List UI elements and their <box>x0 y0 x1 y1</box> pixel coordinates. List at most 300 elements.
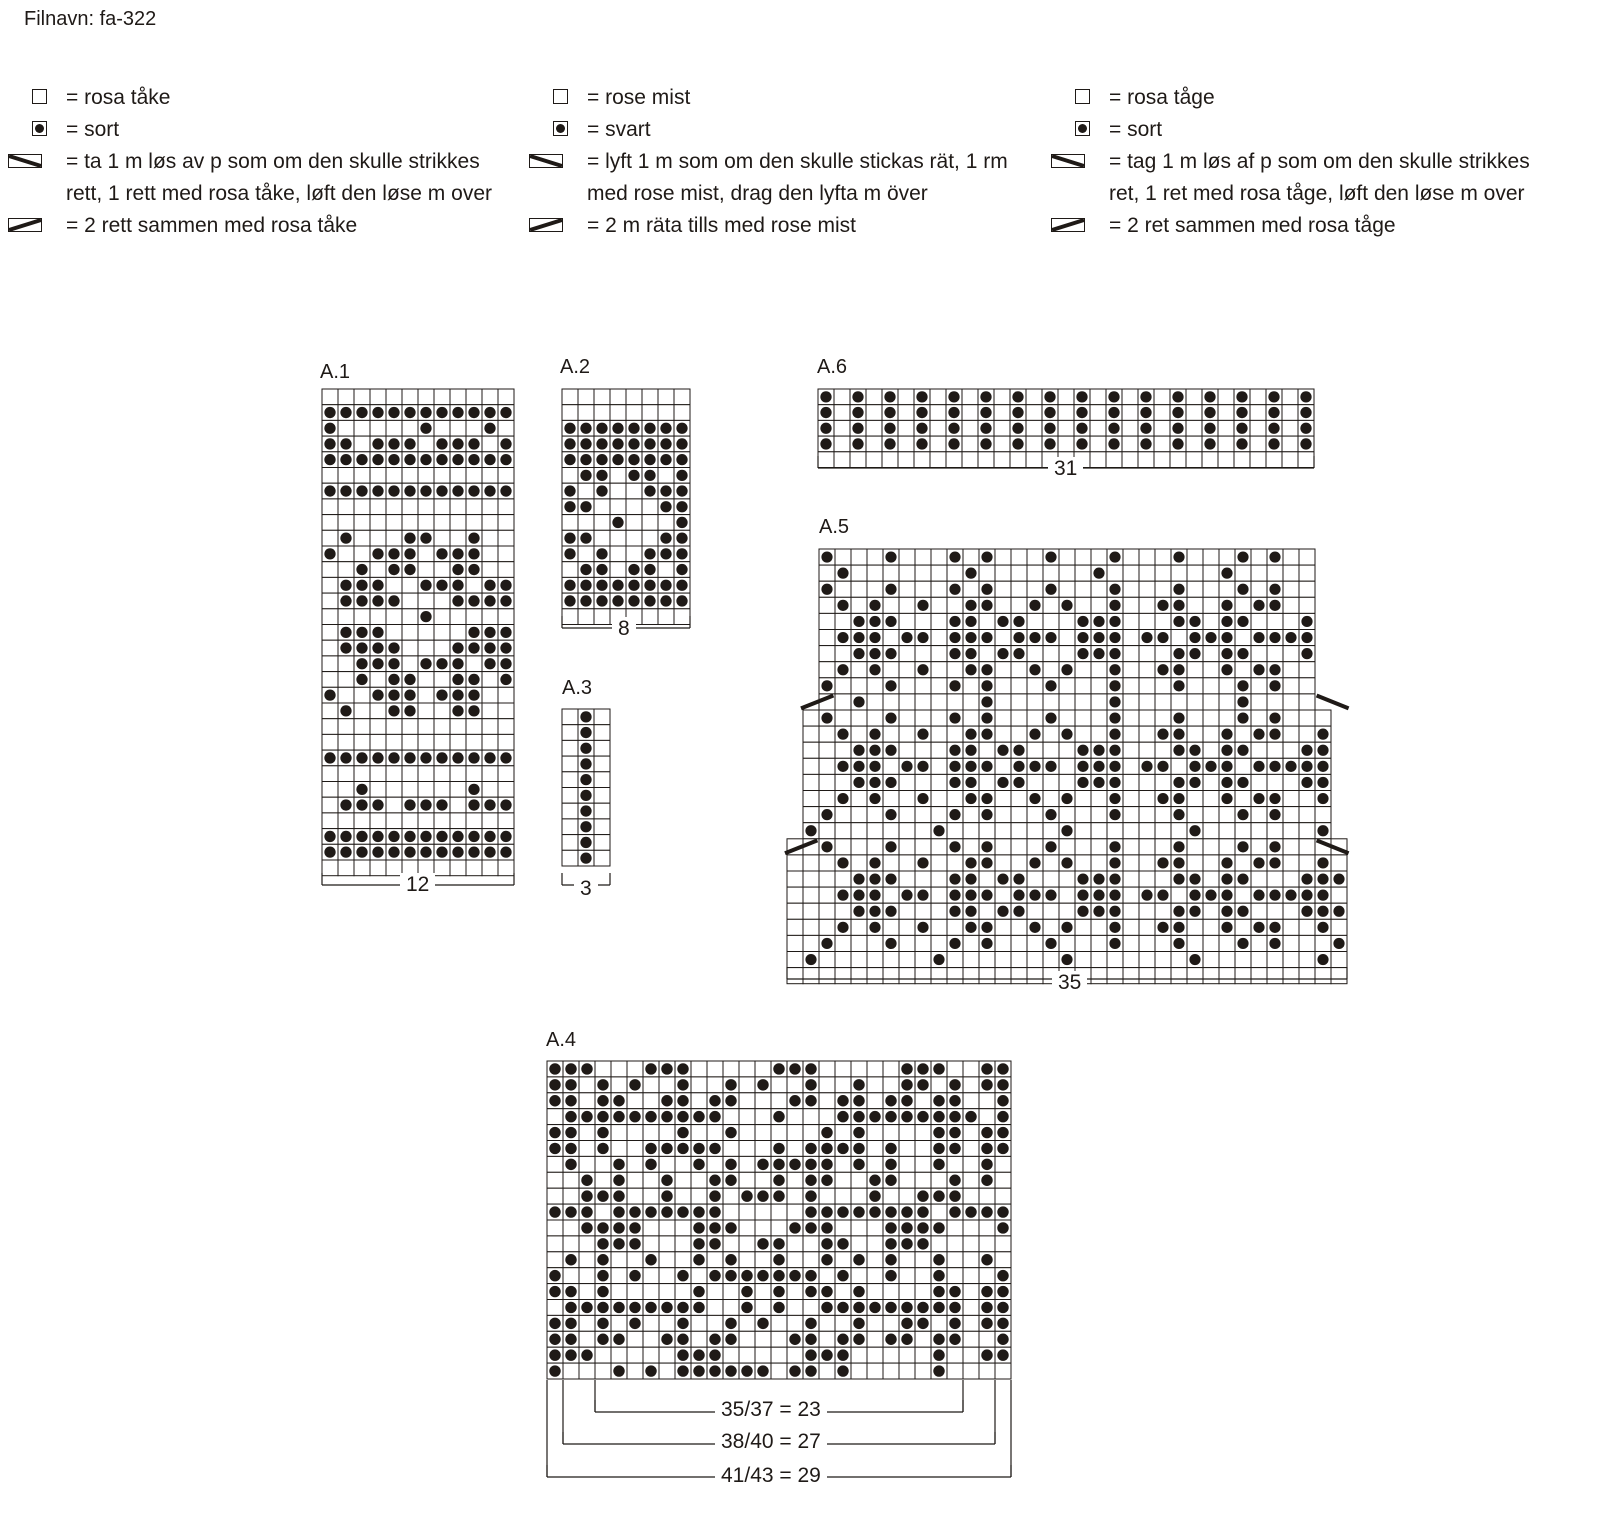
chart-cell <box>819 952 835 968</box>
chart-cell <box>1155 935 1171 951</box>
stitch-dot <box>340 799 351 810</box>
stitch-dot <box>677 1302 688 1313</box>
stitch-dot <box>565 1334 576 1345</box>
chart-cell <box>1058 389 1074 405</box>
chart-cell <box>1283 919 1299 935</box>
stitch-dot <box>837 761 848 772</box>
chart-cell <box>1187 694 1203 710</box>
stitch-dot <box>1269 729 1280 740</box>
chart-cell <box>658 389 674 405</box>
stitch-dot <box>324 438 335 449</box>
chart-cell <box>386 625 402 641</box>
chart-cell <box>931 968 947 984</box>
chart-cell <box>1139 903 1155 919</box>
chart-cell <box>1139 791 1155 807</box>
stitch-dot <box>468 564 479 575</box>
chart-cell <box>867 1363 883 1379</box>
stitch-dot <box>1269 809 1280 820</box>
chart-cell <box>1091 839 1107 855</box>
stitch-dot <box>468 548 479 559</box>
chart-cell <box>1315 935 1331 951</box>
stitch-dot <box>645 1143 656 1154</box>
stitch-dot <box>597 1318 608 1329</box>
chart-cell <box>1218 389 1234 405</box>
chart-cell <box>627 1188 643 1204</box>
chart-cell <box>1299 935 1315 951</box>
chart-cell <box>450 609 466 625</box>
stitch-dot <box>1093 890 1104 901</box>
chart-cell <box>434 530 450 546</box>
stitch-dot <box>484 658 495 669</box>
chart-cell <box>899 1156 915 1172</box>
chart-cell <box>819 646 835 662</box>
stitch-dot <box>629 1318 640 1329</box>
chart-cell <box>771 1363 787 1379</box>
chart-cell <box>867 823 883 839</box>
chart-cell <box>883 952 899 968</box>
chart-cell <box>979 871 995 887</box>
stitch-dot <box>869 857 880 868</box>
chart-cell <box>835 935 851 951</box>
stitch-dot <box>757 1318 768 1329</box>
stitch-dot <box>1269 551 1280 562</box>
chart-cell <box>1251 678 1267 694</box>
chart-cell <box>1123 581 1139 597</box>
chart-cell <box>1154 405 1170 421</box>
chart-cell <box>642 499 658 515</box>
chart-cell <box>963 694 979 710</box>
chart-cell <box>659 1268 675 1284</box>
chart-cell <box>1075 855 1091 871</box>
stitch-dot <box>500 438 511 449</box>
stitch-dot <box>837 793 848 804</box>
stitch-dot <box>629 1270 640 1281</box>
stitch-dot <box>677 1095 688 1106</box>
stitch-dot <box>676 580 687 591</box>
chart-cell <box>995 919 1011 935</box>
stitch-dot <box>837 1206 848 1217</box>
stitch-dot <box>500 831 511 842</box>
stitch-dot <box>1268 407 1279 418</box>
chart-cell <box>354 389 370 405</box>
stitch-dot <box>901 761 912 772</box>
chart-cell <box>1203 839 1219 855</box>
stitch-dot <box>693 1365 704 1376</box>
stitch-dot <box>677 1063 688 1074</box>
chart-cell <box>1027 871 1043 887</box>
stitch-dot <box>676 595 687 606</box>
chart-cell <box>947 823 963 839</box>
chart-cell <box>1251 823 1267 839</box>
chart-cell <box>899 1188 915 1204</box>
chart-cell <box>1234 452 1250 468</box>
stitch-dot <box>773 1302 784 1313</box>
chart-cell <box>931 935 947 951</box>
chart-cell <box>866 405 882 421</box>
chart-cell <box>434 734 450 750</box>
chart-cell <box>610 483 626 499</box>
chart-cell <box>675 1172 691 1188</box>
stitch-dot <box>500 485 511 496</box>
chart-cell <box>787 887 803 903</box>
chart-cell <box>707 1284 723 1300</box>
stitch-dot <box>1189 906 1200 917</box>
stitch-dot <box>565 1318 576 1329</box>
stitch-dot <box>997 1095 1008 1106</box>
chart-cell <box>402 782 418 798</box>
chart-cell <box>1251 549 1267 565</box>
stitch-dot <box>324 752 335 763</box>
chart-cell <box>739 1125 755 1141</box>
stitch-dot <box>757 1270 768 1281</box>
stitch-dot <box>949 551 960 562</box>
stitch-dot <box>1253 793 1264 804</box>
stitch-dot <box>981 1318 992 1329</box>
chart-cell <box>1059 871 1075 887</box>
stitch-dot <box>468 799 479 810</box>
chart-cell <box>787 1284 803 1300</box>
chart-cell <box>1171 823 1187 839</box>
chart-cell <box>338 719 354 735</box>
chart-cell <box>1139 613 1155 629</box>
stitch-dot <box>693 1143 704 1154</box>
chart-cell <box>1203 565 1219 581</box>
chart-cell <box>370 734 386 750</box>
stitch-dot <box>869 761 880 772</box>
chart-cell <box>610 499 626 515</box>
chart-cell <box>819 871 835 887</box>
chart-cell <box>835 903 851 919</box>
chart-cell <box>1091 662 1107 678</box>
chart-cell <box>594 835 610 851</box>
chart-cell <box>963 581 979 597</box>
stitch-dot <box>661 1175 672 1186</box>
chart-cell <box>1187 839 1203 855</box>
chart-cell <box>1027 774 1043 790</box>
chart-cell <box>1219 839 1235 855</box>
stitch-dot <box>580 501 591 512</box>
stitch-dot <box>949 1206 960 1217</box>
stitch-dot <box>388 846 399 857</box>
chart-cell <box>1091 952 1107 968</box>
stitch-dot <box>1205 761 1216 772</box>
stitch-dot <box>468 407 479 418</box>
stitch-dot <box>1317 793 1328 804</box>
stitch-dot <box>1189 632 1200 643</box>
chart-cell <box>466 813 482 829</box>
stitch-dot <box>852 423 863 434</box>
chart-cell <box>707 1061 723 1077</box>
stitch-dot <box>997 648 1008 659</box>
stitch-dot <box>1300 438 1311 449</box>
chart-cell <box>1187 855 1203 871</box>
chart-cell <box>962 452 978 468</box>
chart-cell <box>803 807 819 823</box>
stitch-dot <box>628 470 639 481</box>
stitch-dot <box>789 1270 800 1281</box>
chart-cell <box>883 1315 899 1331</box>
chart-cell <box>819 1093 835 1109</box>
stitch-dot <box>1109 712 1120 723</box>
chart-cell <box>995 581 1011 597</box>
stitch-dot <box>1108 391 1119 402</box>
stitch-dot <box>1317 745 1328 756</box>
chart-cell <box>867 678 883 694</box>
stitch-dot <box>660 454 671 465</box>
stitch-dot <box>484 752 495 763</box>
stitch-dot <box>693 1349 704 1360</box>
chart-cell <box>418 593 434 609</box>
width-label-a4-medium: 38/40 = 27 <box>715 1430 827 1454</box>
chart-cell <box>482 546 498 562</box>
stitch-dot <box>564 595 575 606</box>
chart-cell <box>1027 903 1043 919</box>
chart-cell <box>979 565 995 581</box>
chart-cell <box>947 694 963 710</box>
chart-cell <box>322 656 338 672</box>
stitch-dot <box>644 485 655 496</box>
stitch-dot <box>597 1286 608 1297</box>
chart-cell <box>899 839 915 855</box>
stitch-dot <box>1237 777 1248 788</box>
stitch-dot <box>997 1270 1008 1281</box>
chart-cell <box>595 1061 611 1077</box>
chart-cell <box>626 515 642 531</box>
stitch-dot <box>1253 761 1264 772</box>
chart-cell <box>755 1220 771 1236</box>
chart-cell <box>1091 581 1107 597</box>
stitch-dot <box>821 1159 832 1170</box>
stitch-dot <box>917 890 928 901</box>
chart-cell <box>963 1188 979 1204</box>
stitch-dot <box>580 564 591 575</box>
chart-cell <box>659 1077 675 1093</box>
stitch-dot <box>949 648 960 659</box>
stitch-dot <box>661 1095 672 1106</box>
chart-cell <box>755 1172 771 1188</box>
stitch-dot <box>981 841 992 852</box>
stitch-dot <box>565 1143 576 1154</box>
stitch-dot <box>917 1222 928 1233</box>
stitch-dot <box>805 1270 816 1281</box>
chart-cell <box>947 968 963 984</box>
stitch-dot <box>565 1063 576 1074</box>
chart-cell <box>834 436 850 452</box>
chart-cell <box>675 1156 691 1172</box>
chart-cell <box>931 1077 947 1093</box>
chart-cell <box>851 1268 867 1284</box>
chart-cell <box>883 1363 899 1379</box>
chart-cell <box>883 694 899 710</box>
chart-cell <box>354 734 370 750</box>
stitch-dot <box>741 1286 752 1297</box>
stitch-dot <box>564 485 575 496</box>
stitch-dot <box>1317 777 1328 788</box>
stitch-dot <box>580 805 591 816</box>
chart-cell <box>563 1236 579 1252</box>
chart-cell <box>771 1093 787 1109</box>
chart-cell <box>1267 823 1283 839</box>
stitch-dot <box>549 1206 560 1217</box>
chart-cell <box>803 791 819 807</box>
chart-cell <box>947 565 963 581</box>
chart-cell <box>771 1347 787 1363</box>
chart-cell <box>867 952 883 968</box>
stitch-dot <box>644 595 655 606</box>
stitch-dot <box>580 423 591 434</box>
chart-cell <box>1155 549 1171 565</box>
chart-cell <box>450 797 466 813</box>
chart-cell <box>418 687 434 703</box>
chart-cell <box>1282 452 1298 468</box>
chart-cell <box>835 1220 851 1236</box>
stitch-dot <box>420 454 431 465</box>
chart-cell <box>1331 887 1347 903</box>
chart-cell <box>611 1061 627 1077</box>
chart-cell <box>1075 549 1091 565</box>
chart-cell <box>931 903 947 919</box>
stitch-dot <box>1221 632 1232 643</box>
stitch-dot <box>1173 616 1184 627</box>
stitch-dot <box>949 616 960 627</box>
chart-cell <box>867 1331 883 1347</box>
stitch-dot <box>484 642 495 653</box>
chart-cell <box>723 1061 739 1077</box>
chart-cell <box>338 734 354 750</box>
chart-cell <box>1043 903 1059 919</box>
stitch-dot <box>997 1222 1008 1233</box>
chart-cell <box>354 499 370 515</box>
chart-cell <box>915 678 931 694</box>
stitch-dot <box>949 1190 960 1201</box>
stitch-dot <box>597 1143 608 1154</box>
chart-cell <box>1155 871 1171 887</box>
chart-cell <box>434 593 450 609</box>
stitch-dot <box>388 564 399 575</box>
stitch-dot <box>949 1175 960 1186</box>
chart-cell <box>611 1268 627 1284</box>
chart-cell <box>755 1347 771 1363</box>
chart-cell <box>1075 710 1091 726</box>
chart-cell <box>466 468 482 484</box>
chart-cell <box>402 766 418 782</box>
chart-cell <box>851 1363 867 1379</box>
stitch-dot <box>612 595 623 606</box>
chart-cell <box>867 807 883 823</box>
chart-cell <box>883 887 899 903</box>
stitch-dot <box>725 1318 736 1329</box>
chart-cell <box>995 1252 1011 1268</box>
stitch-dot <box>436 752 447 763</box>
stitch-dot <box>660 438 671 449</box>
stitch-dot <box>388 454 399 465</box>
stitch-dot <box>837 857 848 868</box>
stitch-dot <box>1301 616 1312 627</box>
stitch-dot <box>1301 761 1312 772</box>
stitch-dot <box>580 758 591 769</box>
stitch-dot <box>885 1206 896 1217</box>
stitch-dot <box>1237 906 1248 917</box>
chart-cell <box>899 1141 915 1157</box>
stitch-dot <box>404 407 415 418</box>
chart-cell <box>338 672 354 688</box>
stitch-dot <box>564 532 575 543</box>
chart-cell <box>851 1236 867 1252</box>
chart-cell <box>787 952 803 968</box>
stitch-dot <box>885 1238 896 1249</box>
chart-cell <box>915 807 931 823</box>
chart-cell <box>963 1236 979 1252</box>
stitch-dot <box>917 1238 928 1249</box>
chart-cell <box>579 1331 595 1347</box>
chart-cell <box>979 1093 995 1109</box>
chart-cell <box>610 546 626 562</box>
chart-cell <box>1091 597 1107 613</box>
chart-cell <box>819 1077 835 1093</box>
stitch-dot <box>885 1095 896 1106</box>
stitch-dot <box>1109 873 1120 884</box>
stitch-dot <box>356 799 367 810</box>
chart-cell <box>1235 887 1251 903</box>
stitch-dot <box>917 857 928 868</box>
chart-cell <box>851 581 867 597</box>
stitch-dot <box>852 438 863 449</box>
chart-cell <box>771 1125 787 1141</box>
stitch-dot <box>468 438 479 449</box>
chart-cell <box>803 903 819 919</box>
stitch-dot <box>356 846 367 857</box>
stitch-dot <box>644 580 655 591</box>
stitch-dot <box>805 1079 816 1090</box>
chart-cell <box>931 855 947 871</box>
stitch-dot <box>757 1079 768 1090</box>
stitch-dot <box>933 1095 944 1106</box>
stitch-dot <box>436 485 447 496</box>
chart-cell <box>723 1284 739 1300</box>
stitch-dot <box>1173 841 1184 852</box>
chart-cell <box>1027 742 1043 758</box>
chart-cell <box>787 1109 803 1125</box>
chart-cell <box>659 1284 675 1300</box>
chart-cell <box>963 1252 979 1268</box>
stitch-dot <box>500 454 511 465</box>
chart-cell <box>450 860 466 876</box>
chart-cell <box>322 860 338 876</box>
chart-cell <box>627 1363 643 1379</box>
chart-cell <box>1171 758 1187 774</box>
stitch-dot <box>1253 600 1264 611</box>
stitch-dot <box>837 729 848 740</box>
stitch-dot <box>997 1063 1008 1074</box>
stitch-dot <box>597 1302 608 1313</box>
stitch-dot <box>741 1190 752 1201</box>
chart-cell <box>1219 694 1235 710</box>
stitch-dot <box>340 454 351 465</box>
chart-cell <box>1075 807 1091 823</box>
stitch-dot <box>596 548 607 559</box>
stitch-dot <box>805 1095 816 1106</box>
stitch-dot <box>1029 761 1040 772</box>
chart-cell <box>1267 968 1283 984</box>
stitch-dot <box>1045 890 1056 901</box>
chart-cell <box>450 719 466 735</box>
chart-cell <box>482 468 498 484</box>
stitch-dot <box>1157 729 1168 740</box>
chart-cell <box>659 1125 675 1141</box>
stitch-dot <box>1237 809 1248 820</box>
stitch-dot <box>821 551 832 562</box>
chart-cell <box>915 581 931 597</box>
